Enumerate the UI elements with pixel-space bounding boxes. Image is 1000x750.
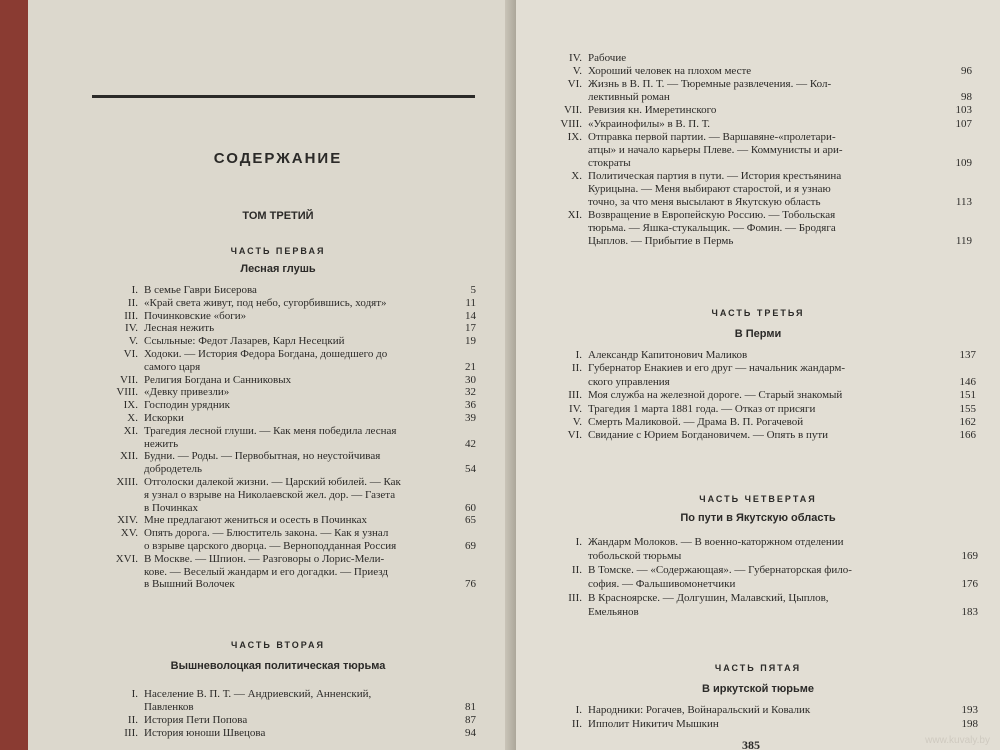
toc-entry-text: История юноши Швецова bbox=[144, 727, 266, 739]
toc-entry-page: 11 bbox=[465, 296, 476, 309]
toc-entry-text: атцы» и начало карьеры Плеве. — Коммунисты и ари- bbox=[588, 143, 843, 156]
toc-entry-text: в Вышний Волочек bbox=[144, 578, 235, 591]
toc-entry-number: VI. bbox=[567, 429, 582, 442]
toc-entry-page: 162 bbox=[959, 416, 976, 428]
toc-entry-text: «Край света живут, под небо, сугорбившись, ходят» bbox=[144, 296, 387, 309]
watermark: www.kuvaly.by bbox=[925, 735, 990, 746]
part4-label: ЧАСТЬ ЧЕТВЕРТАЯ bbox=[699, 494, 817, 504]
toc-entry-text: Народники: Рогачев, Войнаральский и Ковалик bbox=[588, 704, 811, 716]
toc-entry-page: 39 bbox=[465, 412, 476, 424]
toc-entry-text: Искорки bbox=[144, 412, 184, 424]
toc-entry-number: IV. bbox=[569, 52, 582, 64]
toc-entry-number: XI. bbox=[123, 424, 138, 437]
toc-entry-text: Хороший человек на плохом месте bbox=[588, 65, 752, 78]
toc-entry-page: 107 bbox=[955, 117, 972, 130]
toc-entry-number: I. bbox=[131, 688, 138, 700]
toc-entry-page: 65 bbox=[465, 514, 476, 527]
toc-entry-page: 17 bbox=[465, 322, 476, 335]
toc-entry-text: «Девку привезли» bbox=[144, 386, 230, 399]
toc-entry-text: добродетель bbox=[144, 463, 203, 476]
toc-entry-text: В семье Гаври Бисерова bbox=[144, 284, 257, 296]
toc-entry-text: Религия Богдана и Санниковых bbox=[144, 373, 292, 386]
toc-entry-page: 5 bbox=[470, 284, 476, 296]
toc-entry-page: 151 bbox=[959, 389, 976, 402]
toc-entry-text: Возвращение в Европейскую Россию. — Тобольская bbox=[588, 209, 836, 222]
part4-title: По пути в Якутскую область bbox=[680, 512, 836, 524]
toc-entry-page: 30 bbox=[465, 373, 476, 386]
toc-entry-text: Починковские «боги» bbox=[144, 309, 247, 322]
toc-entry-text: Ходоки. — История Федора Богдана, дошедшего до bbox=[144, 348, 388, 360]
toc-entry-number: II. bbox=[571, 564, 582, 576]
toc-entry-text: Смерть Маликовой. — Драма В. П. Рогачевой bbox=[588, 416, 804, 428]
toc-entry-page: 119 bbox=[955, 235, 972, 248]
toc-entry-number: II. bbox=[571, 362, 582, 375]
toc-entry-text: Свидание с Юрием Богдановичем. — Опять в пути bbox=[588, 429, 829, 442]
toc-entry-text: лективный роман bbox=[588, 91, 670, 104]
toc-entry-number: XI. bbox=[567, 209, 582, 222]
right-page bbox=[516, 0, 1000, 750]
toc-entry-page: 60 bbox=[465, 501, 476, 514]
toc-entry-page: 96 bbox=[961, 65, 972, 78]
toc-entry-number: V. bbox=[128, 335, 138, 348]
toc-entry-number: III. bbox=[124, 727, 138, 739]
toc-entry-text: в Починках bbox=[144, 501, 198, 514]
toc-entry-page: 42 bbox=[465, 437, 476, 450]
toc-entry-page: 137 bbox=[959, 349, 976, 361]
toc-entry-text: Емельянов bbox=[588, 606, 639, 618]
toc-entry-page: 155 bbox=[959, 402, 976, 415]
toc-entry-number: XV. bbox=[120, 527, 138, 540]
toc-entry-text: Лесная нежить bbox=[144, 322, 215, 335]
part5-label: ЧАСТЬ ПЯТАЯ bbox=[714, 663, 802, 673]
toc-entry-number: VIII. bbox=[116, 386, 138, 399]
toc-entry-text: тюрьма. — Яшка-стукальщик. — Фомин. — Бродяга bbox=[588, 222, 836, 235]
volume-title: ТОМ ТРЕТИЙ bbox=[242, 210, 314, 222]
toc-entry-page: 36 bbox=[465, 399, 476, 412]
toc-entry-page: 109 bbox=[955, 156, 972, 169]
toc-entry-text: Цыплов. — Прибытие в Пермь bbox=[588, 235, 734, 248]
toc-entry-page: 94 bbox=[465, 727, 476, 739]
toc-entry-number: XIV. bbox=[117, 514, 138, 527]
toc-entry-text: кове. — Веселый жандарм и его догадки. — Приезд bbox=[144, 565, 389, 578]
toc-entry-number: III. bbox=[568, 389, 582, 402]
toc-entry-number: X. bbox=[127, 412, 138, 424]
toc-entry-page: 76 bbox=[465, 578, 476, 591]
toc-entry-page: 198 bbox=[961, 717, 978, 730]
toc-entry-number: XIII. bbox=[116, 476, 138, 488]
toc-entry-number: III. bbox=[568, 592, 582, 604]
toc-entry-number: VI. bbox=[123, 348, 138, 360]
toc-entry-text: о взрыве царского дворца. — Верноподданная Россия bbox=[144, 539, 397, 552]
toc-entry-number: IV. bbox=[125, 322, 138, 335]
toc-entry-number: IX. bbox=[567, 130, 582, 143]
toc-entry-page: 87 bbox=[465, 714, 476, 726]
toc-entry-text: Александр Капитонович Маликов bbox=[588, 349, 748, 361]
toc-entry-text: стократы bbox=[588, 156, 631, 169]
toc-entry-text: Ипполит Никитич Мышкин bbox=[588, 717, 719, 730]
left-page bbox=[28, 0, 529, 750]
contents-heading: СОДЕРЖАНИЕ bbox=[213, 150, 343, 167]
part3-title: В Перми bbox=[734, 328, 782, 340]
toc-entry-page: 14 bbox=[465, 309, 476, 322]
toc-entry-text: Господин урядник bbox=[144, 399, 231, 412]
toc-entry-text: самого царя bbox=[144, 360, 201, 373]
toc-entry-text: точно, за что меня высылают в Якутскую область bbox=[588, 196, 821, 209]
top-rule bbox=[92, 95, 475, 98]
toc-entry-number: VII. bbox=[563, 104, 582, 117]
page-folio: 385 bbox=[742, 738, 760, 750]
toc-entry-number: I. bbox=[575, 536, 582, 548]
toc-entry-text: я узнал о взрыве на Николаевской жел. дор. — Газета bbox=[144, 488, 396, 501]
toc-entry-text: Ревизия кн. Имеретинского bbox=[588, 104, 717, 117]
toc-entry-number: X. bbox=[571, 169, 582, 182]
toc-entry-text: В Красноярске. — Долгушин, Малавский, Цыплов, bbox=[588, 592, 829, 604]
toc-entry-page: 103 bbox=[955, 104, 972, 117]
toc-entry-number: I. bbox=[575, 349, 582, 361]
toc-entry-text: Опять дорога. — Блюститель закона. — Как я узнал bbox=[144, 527, 389, 540]
toc-entry-page: 81 bbox=[465, 701, 476, 713]
toc-entry-text: Политическая партия в пути. — История крестьянина bbox=[588, 169, 842, 182]
toc-entry-number: XVI. bbox=[115, 552, 138, 565]
toc-entry-number: V. bbox=[572, 416, 582, 428]
toc-entry-page: 146 bbox=[959, 375, 976, 388]
toc-entry-number: VI. bbox=[567, 78, 582, 91]
toc-entry-text: В Томске. — «Содержающая». — Губернаторская фило- bbox=[588, 564, 852, 576]
toc-entry-text: Жизнь в В. П. Т. — Тюремные развлечения. — Кол- bbox=[588, 78, 832, 91]
toc-entry-text: Трагедия 1 марта 1881 года. — Отказ от присяги bbox=[588, 402, 816, 415]
toc-entry-page: 21 bbox=[465, 360, 476, 373]
toc-entry-number: III. bbox=[124, 309, 138, 322]
toc-entry-page: 54 bbox=[465, 463, 476, 476]
toc-entry-text: «Украинофилы» в В. П. Т. bbox=[588, 117, 711, 130]
toc-entry-text: Моя служба на железной дороге. — Старый знакомый bbox=[588, 389, 843, 402]
part1-title: Лесная глушь bbox=[240, 263, 316, 275]
toc-entry-number: VIII. bbox=[560, 117, 582, 130]
toc-entry-page: 169 bbox=[961, 550, 978, 562]
toc-entry-text: Жандарм Молоков. — В военно-каторжном отделении bbox=[588, 536, 844, 548]
toc-entry-text: Курицына. — Меня выбирают старостой, и я узнаю bbox=[588, 182, 831, 195]
part2-title: Вышневолоцкая политическая тюрьма bbox=[170, 660, 386, 672]
toc-entry-text: софия. — Фальшивомонетчики bbox=[588, 578, 736, 590]
part5-title: В иркутской тюрьме bbox=[701, 683, 814, 695]
toc-entry-number: I. bbox=[575, 704, 582, 716]
toc-entry-page: 183 bbox=[961, 606, 978, 618]
toc-entry-text: Отголоски далекой жизни. — Царский юбилей. — Как bbox=[144, 476, 401, 488]
toc-entry-text: В Москве. — Шпион. — Разговоры о Лорис-Мели- bbox=[144, 552, 385, 565]
toc-entry-number: II. bbox=[127, 714, 138, 726]
toc-entry-text: Рабочие bbox=[588, 52, 627, 64]
toc-entry-number: IX. bbox=[123, 399, 138, 412]
toc-entry-number: VII. bbox=[119, 373, 138, 386]
toc-entry-number: II. bbox=[571, 717, 582, 730]
toc-entry-text: Павленков bbox=[144, 701, 194, 713]
toc-entry-text: Ссыльные: Федот Лазарев, Карл Несецкий bbox=[144, 335, 345, 348]
toc-entry-text: Будни. — Роды. — Первобытная, но неустойчивая bbox=[144, 450, 381, 463]
toc-entry-page: 32 bbox=[465, 386, 476, 399]
toc-entry-page: 19 bbox=[465, 335, 476, 348]
toc-entry-page: 176 bbox=[961, 578, 978, 590]
toc-entry-text: Мне предлагают жениться и осесть в Починках bbox=[144, 514, 368, 527]
toc-entry-number: IV. bbox=[569, 402, 582, 415]
toc-entry-text: Губернатор Енакиев и его друг — начальник жандарм- bbox=[588, 362, 846, 375]
toc-entry-number: I. bbox=[131, 284, 138, 296]
toc-entry-text: нежить bbox=[144, 437, 179, 450]
part3-label: ЧАСТЬ ТРЕТЬЯ bbox=[711, 308, 805, 318]
toc-entry-text: Трагедия лесной глуши. — Как меня победила лесная bbox=[144, 424, 397, 437]
toc-entry-number: II. bbox=[127, 296, 138, 309]
toc-entry-text: Население В. П. Т. — Андриевский, Анненский, bbox=[144, 688, 372, 700]
toc-entry-text: Отправка первой партии. — Варшавяне-«пролетари- bbox=[588, 130, 836, 143]
part2-label: ЧАСТЬ ВТОРАЯ bbox=[231, 640, 325, 650]
toc-entry-text: История Пети Попова bbox=[144, 714, 248, 726]
toc-entry-page: 193 bbox=[961, 704, 978, 716]
toc-entry-number: XII. bbox=[119, 450, 138, 463]
toc-entry-page: 69 bbox=[465, 539, 476, 552]
toc-entry-page: 113 bbox=[955, 196, 972, 209]
toc-entry-text: ского управления bbox=[588, 375, 670, 388]
toc-entry-number: V. bbox=[572, 65, 582, 78]
toc-entry-page: 98 bbox=[961, 91, 972, 104]
toc-entry-page: 166 bbox=[959, 429, 976, 442]
toc-entry-text: тобольской тюрьмы bbox=[588, 550, 682, 562]
part1-label: ЧАСТЬ ПЕРВАЯ bbox=[230, 246, 326, 256]
